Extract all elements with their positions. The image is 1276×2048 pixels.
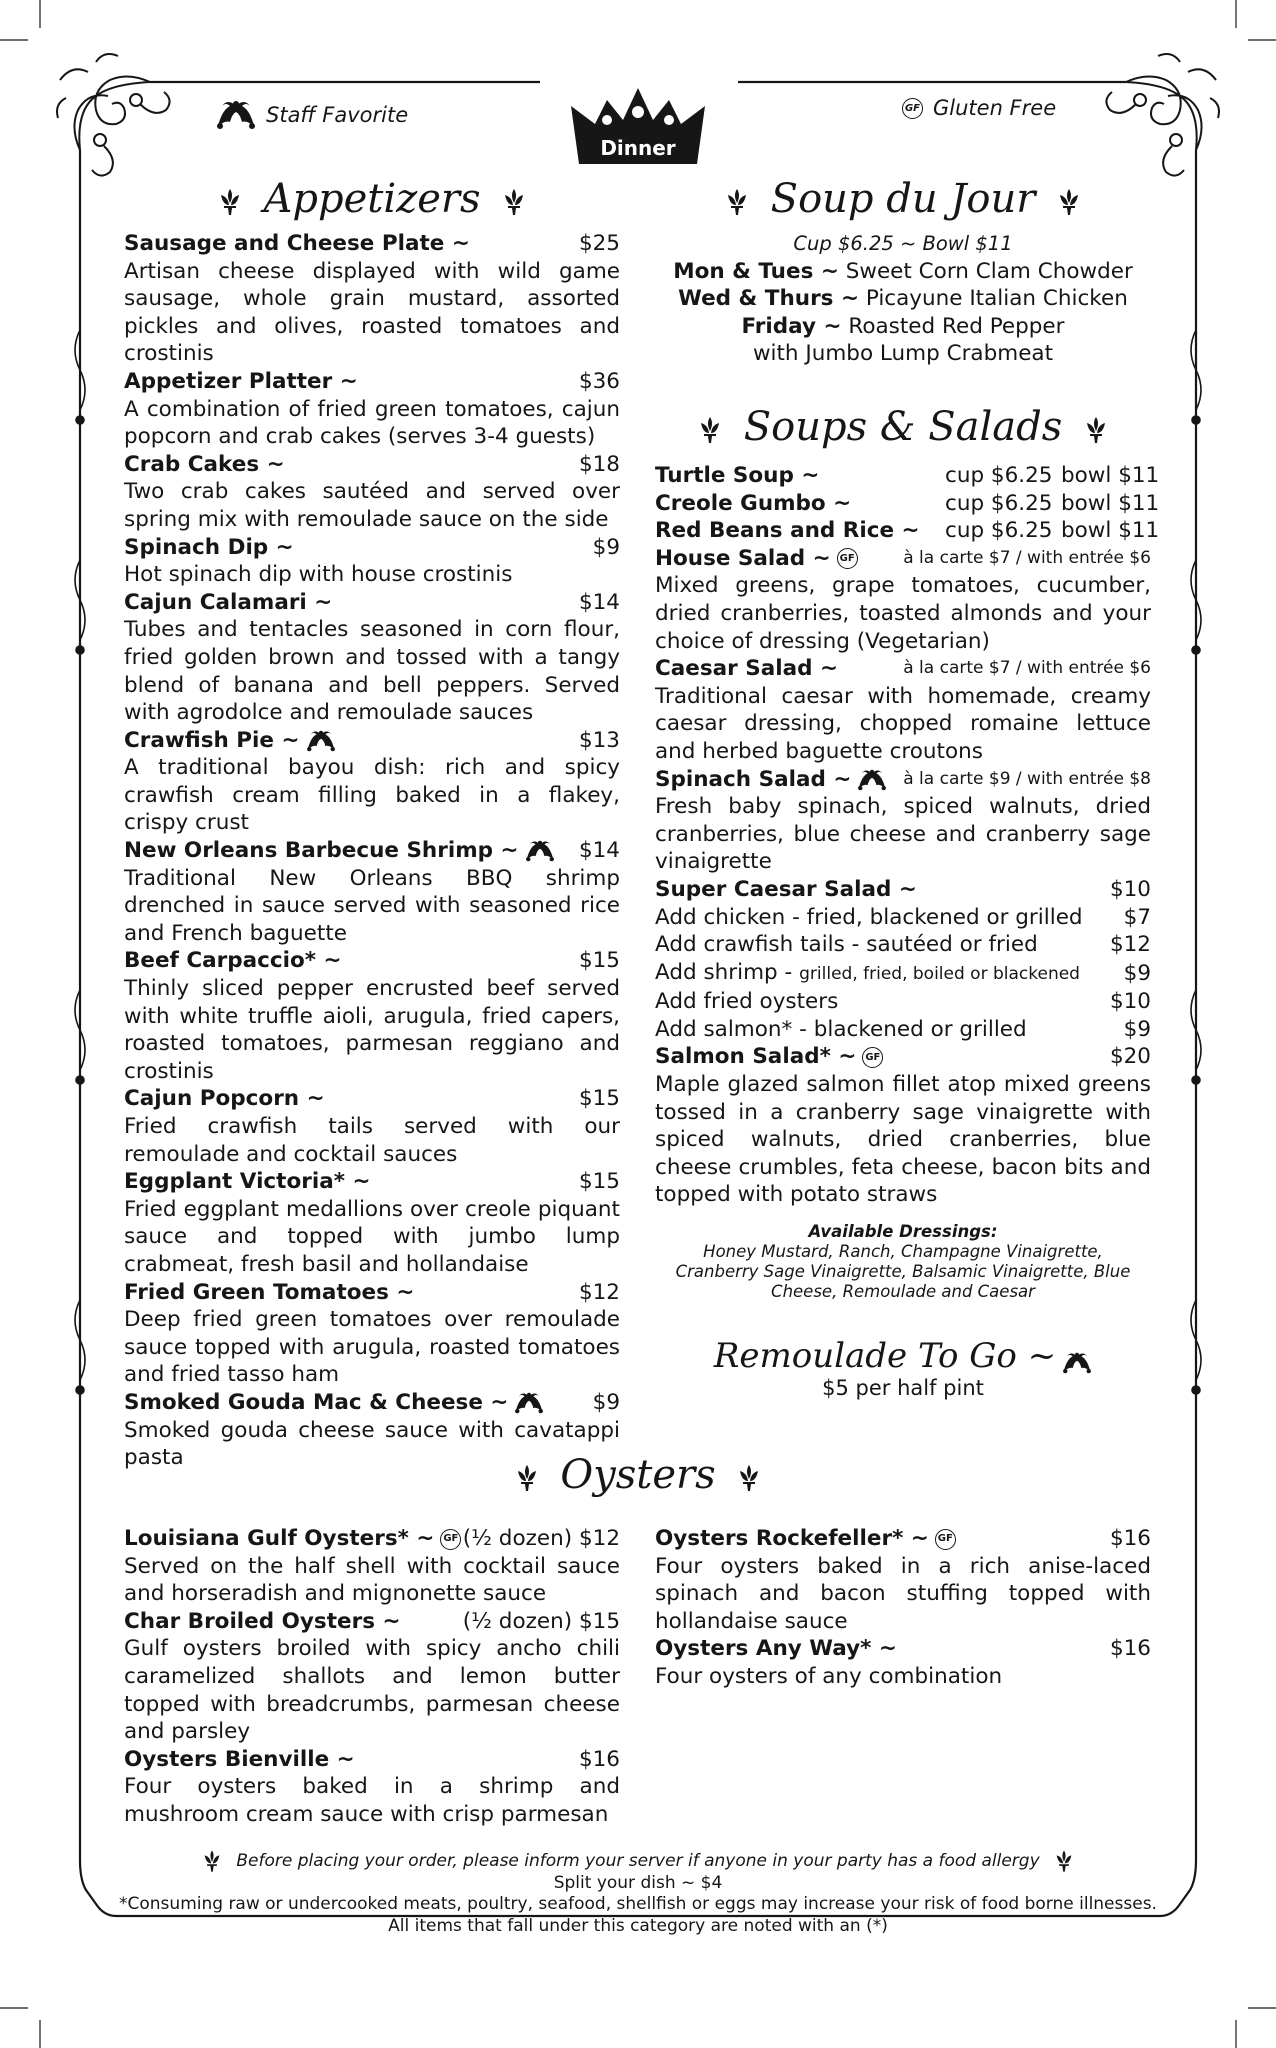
dressings-title: Available Dressings:: [808, 1222, 998, 1241]
fleur-de-lis-icon: [219, 189, 241, 215]
menu-item: Oysters Rockefeller* ~ GF $16 Four oysters baked in a rich anise-laced spinach and bacon stuffing topped with hollandaise sauce: [655, 1526, 1151, 1634]
menu-item: Cajun Popcorn ~ $15 Fried crawfish tails served with our remoulade and cocktail sauces: [124, 1086, 620, 1167]
fleur-de-lis-icon: [1058, 189, 1080, 215]
fleur-de-lis-icon: [1085, 417, 1107, 443]
soups-salads-heading: Soups & Salads: [655, 404, 1151, 450]
jester-hat-icon: [525, 840, 555, 862]
dinner-label: Dinner: [600, 136, 676, 160]
fleur-de-lis-icon: [516, 1465, 538, 1491]
soup-row: Creole Gumbo ~ cup $6.25 bowl $11: [655, 490, 1160, 516]
soup-day-row: Wed & Thurs ~ Picayune Italian Chicken: [678, 286, 1128, 312]
fleur-de-lis-icon: [738, 1465, 760, 1491]
soup-du-jour-heading: Soup du Jour: [655, 176, 1151, 222]
gluten-free-label: Gluten Free: [933, 96, 1057, 120]
footer-notes: [100, 1850, 1176, 1937]
gf-icon: GF: [935, 1529, 956, 1550]
appetizers-list: [124, 230, 620, 1472]
dinner-crown: [567, 84, 709, 166]
remoulade-title: Remoulade To Go ~: [713, 1336, 1057, 1376]
remoulade-block: [655, 1336, 1151, 1400]
menu-item: Salmon Salad* ~ GF $20 Maple glazed salmon fillet atop mixed greens tossed in a cranberry sage vinaigrette with spiced walnuts, dried cranberries, blue cheese crumbles, feta cheese, bacon bits and topped with potato straws: [655, 1044, 1151, 1208]
soup-day-row-cont: with Jumbo Lump Crabmeat: [752, 341, 1054, 367]
menu-item: Spinach Dip ~ $9 Hot spinach dip with house crostinis: [124, 534, 620, 588]
menu-item: Oysters Any Way* ~ $16 Four oysters of any combination: [655, 1636, 1151, 1689]
menu-item: Crawfish Pie ~ $13 A traditional bayou dish: rich and spicy crawfish cream filling baked in a flakey, crispy crust: [124, 727, 620, 836]
addon-row: Add salmon* - blackened or grilled $9: [655, 1016, 1151, 1042]
jester-hat-icon: [1062, 1352, 1092, 1374]
gf-icon: GF: [862, 1047, 883, 1068]
menu-item: New Orleans Barbecue Shrimp ~ $14 Traditional New Orleans BBQ shrimp drenched in sauce served with seasoned rice and French baguette: [124, 838, 620, 946]
addon-row: Add fried oysters $10: [655, 989, 1151, 1015]
fleur-de-lis-icon: [203, 1850, 221, 1872]
menu-item: Caesar Salad ~ à la carte $7 / with entrée $6 Traditional caesar with homemade, creamy caesar dressing, chopped romaine lettuce and herbed baguette croutons: [655, 656, 1151, 764]
soup-row: Red Beans and Rice ~ cup $6.25 bowl $11: [655, 518, 1160, 544]
menu-item: Crab Cakes ~ $18 Two crab cakes sautéed and served over spring mix with remoulade sauce on the side: [124, 451, 620, 532]
split-dish-note: Split your dish ~ $4: [553, 1872, 723, 1893]
gf-icon: GF: [902, 98, 923, 119]
remoulade-price: $5 per half pint: [822, 1376, 984, 1400]
soups-salads-list: [655, 462, 1160, 1209]
menu-item: Eggplant Victoria* ~ $15 Fried eggplant medallions over creole piquant sauce and topped with jumbo lump crabmeat, fresh basil and hollandaise: [124, 1169, 620, 1277]
jester-hat-icon: [857, 769, 887, 791]
menu-item: House Salad ~ GF à la carte $7 / with entrée $6 Mixed greens, grape tomatoes, cucumber, dried cranberries, toasted almonds and your choice of dressing (Vegetarian): [655, 545, 1151, 654]
addon-row: Add crawfish tails - sautéed or fried $12: [655, 932, 1151, 958]
jester-hat-icon: [514, 1392, 544, 1414]
corner-flourish-top-right: [1106, 54, 1219, 176]
menu-item: Spinach Salad ~ à la carte $9 / with entrée $8 Fresh baby spinach, spiced walnuts, dried cranberries, blue cheese and cranberry sage vinaigrette: [655, 766, 1151, 875]
menu-item: Sausage and Cheese Plate ~ $25 Artisan cheese displayed with wild game sausage, whole grain mustard, assorted pickles and olives, roasted tomatoes and crostinis: [124, 231, 620, 367]
fleur-de-lis-icon: [503, 189, 525, 215]
oysters-heading: Oysters: [388, 1452, 888, 1498]
fleur-de-lis-icon: [726, 189, 748, 215]
gf-icon: GF: [440, 1529, 461, 1550]
dressings-list: Honey Mustard, Ranch, Champagne Vinaigrette, Cranberry Sage Vinaigrette, Balsamic Vinaigrette, Blue Cheese, Remoulade and Caesar: [675, 1242, 1131, 1301]
staff-favorite-legend: [216, 100, 408, 130]
fleur-de-lis-icon: [1055, 1850, 1073, 1872]
menu-item: Beef Carpaccio* ~ $15 Thinly sliced pepper encrusted beef served with white truffle aioli, arugula, fried capers, roasted tomatoes, parmesan reggiano and crostinis: [124, 948, 620, 1084]
soup-row: Turtle Soup ~ cup $6.25 bowl $11: [655, 463, 1160, 488]
gluten-free-legend: [902, 96, 1056, 120]
menu-item: Cajun Calamari ~ $14 Tubes and tentacles seasoned in corn flour, fried golden brown and tossed with a tangy blend of banana and bell peppers. Served with agrodolce and remoulade sauces: [124, 589, 620, 726]
soup-du-jour-details: [655, 230, 1151, 368]
allergy-notice: Before placing your order, please inform your server if anyone in your party has a food allergy: [100, 1850, 1176, 1873]
jester-hat-icon: [306, 730, 336, 752]
corner-flourish-top-left: [57, 54, 170, 176]
menu-item: Char Broiled Oysters ~ (½ dozen) $15 Gulf oysters broiled with spicy ancho chili caramelized shallots and lemon butter topped with breadcrumbs, parmesan cheese and parsley: [124, 1608, 620, 1745]
addon-row: Add chicken - fried, blackened or grilled $7: [655, 904, 1151, 930]
oysters-right-list: [655, 1525, 1151, 1691]
menu-item: Super Caesar Salad ~ $10: [655, 876, 1151, 902]
menu-item: Appetizer Platter ~ $36 A combination of fried green tomatoes, cajun popcorn and crab cakes (serves 3-4 guests): [124, 368, 620, 450]
addon-row: Add shrimp - grilled, fried, boiled or blackened $9: [655, 959, 1151, 986]
menu-item: Louisiana Gulf Oysters* ~ GF (½ dozen) $12 Served on the half shell with cocktail sauce and horseradish and mignonette sauce: [124, 1526, 620, 1607]
soup-day-row: Mon & Tues ~ Sweet Corn Clam Chowder: [673, 258, 1133, 284]
soup-price-line: Cup $6.25 ~ Bowl $11: [793, 232, 1013, 255]
appetizers-heading: Appetizers: [124, 176, 620, 222]
fleur-de-lis-icon: [699, 417, 721, 443]
menu-item: Smoked Gouda Mac & Cheese ~ $9 Smoked gouda cheese sauce with cavatappi pasta: [124, 1389, 620, 1471]
soup-day-row: Friday ~ Roasted Red Pepper: [741, 313, 1065, 339]
menu-item: Fried Green Tomatoes ~ $12 Deep fried green tomatoes over remoulade sauce topped with arugula, roasted tomatoes and fried tasso ham: [124, 1279, 620, 1388]
consuming-warning: *Consuming raw or undercooked meats, poultry, seafood, shellfish or eggs may increase your risk of food borne illnesses.: [119, 1894, 1157, 1914]
menu-item: Oysters Bienville ~ $16 Four oysters baked in a shrimp and mushroom cream sauce with crisp parmesan: [124, 1746, 620, 1827]
staff-favorite-label: Staff Favorite: [266, 103, 409, 127]
asterisk-note: All items that fall under this category are noted with an (*): [388, 1915, 888, 1936]
dressings-block: [655, 1222, 1151, 1302]
gf-icon: GF: [837, 548, 858, 569]
oysters-left-list: [124, 1525, 620, 1829]
jester-hat-icon: [216, 100, 256, 130]
